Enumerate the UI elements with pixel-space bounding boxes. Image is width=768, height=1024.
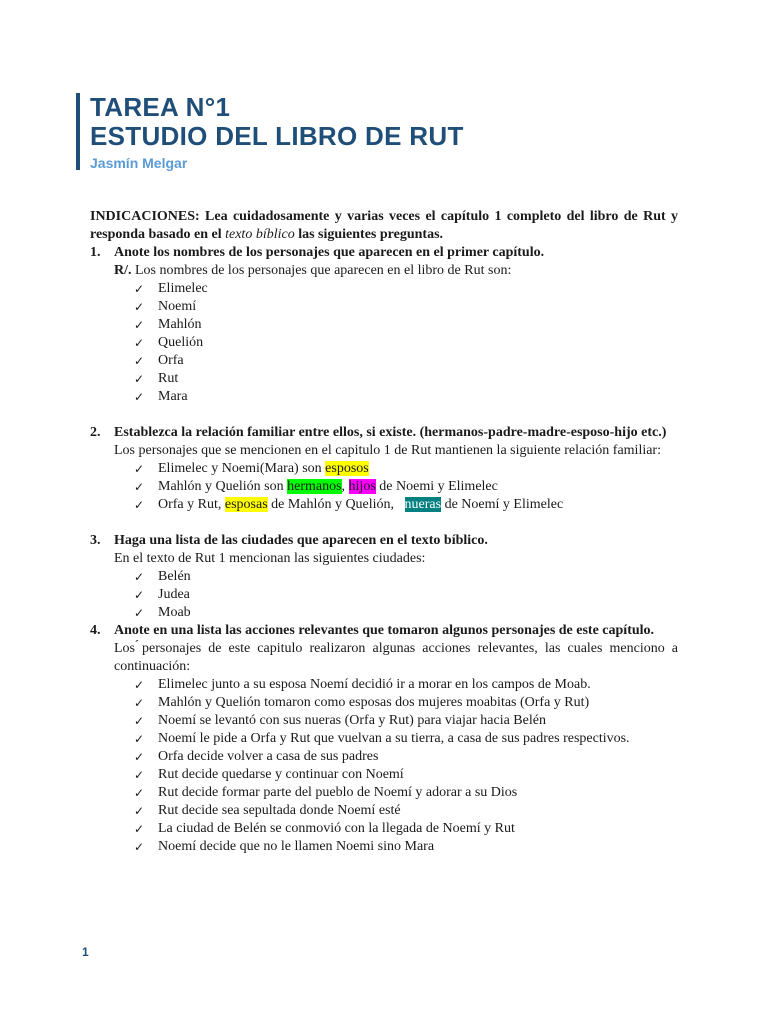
list-item [134,820,678,838]
list-item [134,496,678,514]
list-item-text: Orfa [158,353,184,368]
list-item-text: Mahlón [158,317,202,332]
check-icon: ✓ [134,714,145,728]
question-text: Anote los nombres de los personajes que aparecen en el primer capítulo. [114,245,545,260]
answer-intro: Los personajes que se mencionen en el capitulo 1 de Rut mantienen la siguiente relación familiar: [114,443,661,458]
question-text: Anote en una lista las acciones relevantes que tomaron algunos personajes de este capítulo. [114,623,655,638]
list-item [134,334,678,352]
check-icon: ✓ [134,390,145,404]
highlight-yellow: esposos [325,461,369,476]
page-number: 1 [82,945,89,959]
question-number: 2. [90,425,101,440]
check-icon: ✓ [134,498,145,512]
list-item-text: La ciudad de Belén se conmovió con la llegada de Noemí y Rut [158,821,515,836]
instructions-text: INDICACIONES: Lea cuidadosamente y varias veces el capítulo 1 completo del libro de Rut y responda basado en el [90,209,678,242]
title-block [76,93,464,170]
list-item [134,298,678,316]
list-item-text: de Noemi y Elimelec [375,479,498,494]
list-item-text: Noemí decide que no le llamen Noemi sino Mara [158,839,435,854]
check-icon: ✓ [134,750,145,764]
highlight-yellow: esposas [224,497,268,512]
question-3 [90,532,678,550]
check-icon: ✓ [134,822,145,836]
list-item-text: Noemí se levantó con sus nueras (Orfa y Rut) para viajar hacia Belén [158,713,546,728]
list-item-text: Belén [158,569,191,584]
answer-intro: Los ́personajes de este capitulo realizaron algunas acciones relevantes, las cuales menciono a continuación: [114,641,678,674]
check-icon: ✓ [134,480,145,494]
checklist-characters [90,280,678,406]
list-item [134,676,678,694]
check-icon: ✓ [134,804,145,818]
instructions-italic: texto bíblico [225,227,295,242]
list-item-text: Elimelec junto a su esposa Noemí decidió ir a morar en los campos de Moab. [158,677,591,692]
list-item [134,460,678,478]
list-item-text: Orfa decide volver a casa de sus padres [158,749,379,764]
list-item [134,766,678,784]
answer-label: R/. [114,263,132,278]
list-item [134,280,678,298]
list-item-text: Rut decide formar parte del pueblo de Noemí y adorar a su Dios [158,785,518,800]
list-item [134,784,678,802]
highlight-teal: nueras [404,497,442,512]
list-item [134,352,678,370]
list-item [134,730,678,748]
list-item-text: Rut decide sea sepultada donde Noemí esté [158,803,401,818]
list-item [134,802,678,820]
question-number: 1. [90,245,101,260]
list-item [134,370,678,388]
list-item-text: Moab [158,605,191,620]
check-icon: ✓ [134,354,145,368]
list-item-text: Elimelec [158,281,208,296]
question-2 [90,424,678,442]
list-item [134,748,678,766]
check-icon: ✓ [134,696,145,710]
spacer [90,406,678,424]
check-icon: ✓ [134,840,145,854]
answer-intro-text: Los nombres de los personajes que aparecen en el libro de Rut son: [131,263,512,278]
check-icon: ✓ [134,462,145,476]
list-item-text: de Noemí y Elimelec [441,497,564,512]
list-item-text: Noemí le pide a Orfa y Rut que vuelvan a su tierra, a casa de sus padres respectivos. [158,731,630,746]
list-item [134,586,678,604]
answer-intro [114,262,678,280]
checklist-relations [90,460,678,514]
list-item-text: Rut decide quedarse y continuar con Noemí [158,767,404,782]
document-title: TAREA N°1 [90,92,231,122]
document-body [90,208,678,856]
list-item-text: Quelión [158,335,204,350]
question-4 [90,622,678,640]
list-item [134,388,678,406]
list-item-text: Mahlón y Quelión son [158,479,288,494]
list-item-text: Elimelec y Noemi(Mara) son [158,461,326,476]
check-icon: ✓ [134,786,145,800]
answer-intro: En el texto de Rut 1 mencionan las siguientes ciudades: [114,551,426,566]
list-item-text: Mara [158,389,188,404]
question-number: 3. [90,533,101,548]
question-number: 4. [90,623,101,638]
highlight-magenta: hijos [348,479,376,494]
check-icon: ✓ [134,300,145,314]
spacer [90,514,678,532]
list-item [134,694,678,712]
check-icon: ✓ [134,570,145,584]
question-text: Haga una lista de las ciudades que aparecen en el texto bíblico. [114,533,488,548]
document-subtitle: ESTUDIO DEL LIBRO DE RUT [90,121,464,151]
checklist-actions [90,676,678,856]
question-text: Establezca la relación familiar entre ellos, si existe. (hermanos-padre-madre-esposo-hijo etc.) [114,425,667,440]
check-icon: ✓ [134,588,145,602]
list-item [134,604,678,622]
list-item-text: Rut [158,371,179,386]
check-icon: ✓ [134,318,145,332]
list-item-text: , [341,479,349,494]
list-item-text: Judea [158,587,190,602]
checklist-cities [90,568,678,622]
check-icon: ✓ [134,282,145,296]
instructions [90,208,678,244]
list-item [134,712,678,730]
highlight-green: hermanos [287,479,342,494]
instructions-text-end: las siguientes preguntas. [294,227,444,242]
list-item-text: de Mahlón y Quelión, [267,497,405,512]
list-item [134,838,678,856]
list-item-text: Mahlón y Quelión tomaron como esposas dos mujeres moabitas (Orfa y Rut) [158,695,590,710]
list-item [134,568,678,586]
list-item [134,316,678,334]
list-item-text: Orfa y Rut, [158,497,225,512]
author-name: Jasmín Melgar [90,155,188,171]
list-item-text: Noemí [158,299,197,314]
check-icon: ✓ [134,768,145,782]
check-icon: ✓ [134,678,145,692]
question-1 [90,244,678,262]
check-icon: ✓ [134,372,145,386]
list-item [134,478,678,496]
check-icon: ✓ [134,606,145,620]
check-icon: ✓ [134,732,145,746]
check-icon: ✓ [134,336,145,350]
